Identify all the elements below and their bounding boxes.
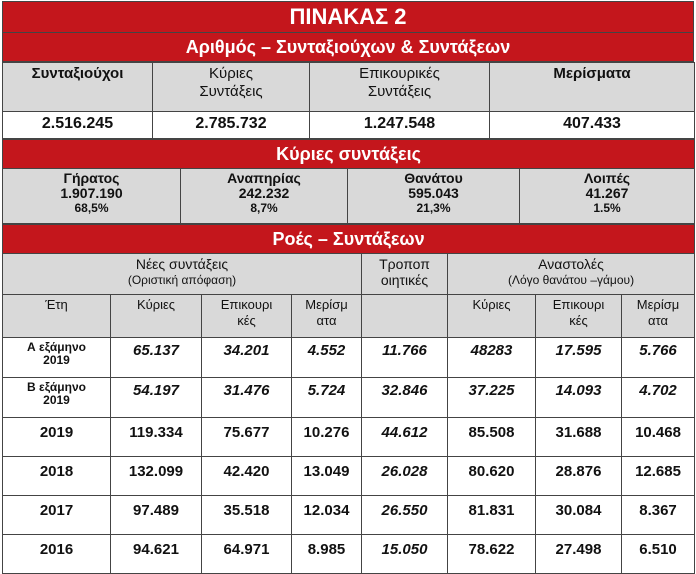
col-mod-empty — [362, 295, 448, 338]
row-label-line: 2019 — [43, 393, 70, 407]
category-value: 595.043 — [408, 185, 459, 201]
category-disability — [181, 169, 348, 224]
row-value: 78.622 — [448, 535, 536, 574]
row-value: 8.367 — [622, 496, 695, 535]
row-value: 54.197 — [111, 378, 202, 418]
category-label: Αναπηρίας — [227, 170, 301, 186]
header-aux-line2: Συντάξεις — [367, 83, 432, 100]
main-title: ΠΙΝΑΚΑΣ 2 — [3, 2, 694, 33]
col-div — [292, 295, 362, 338]
row-label-line: Β εξάμηνο — [27, 380, 86, 394]
row-value: 81.831 — [448, 496, 536, 535]
row-value: 11.766 — [362, 338, 448, 378]
new-pensions-title: Νέες συντάξεις — [135, 256, 229, 272]
col-div-line1: Μερίσμ — [305, 297, 348, 312]
category-label: Θανάτου — [404, 170, 463, 186]
category-label: Λοιπές — [583, 170, 631, 186]
row-value: 14.093 — [536, 378, 622, 418]
col-div2 — [622, 295, 695, 338]
row-value: 132.099 — [111, 457, 202, 496]
row-value: 5.766 — [622, 338, 695, 378]
row-value: 34.201 — [202, 338, 292, 378]
table-row — [3, 418, 695, 457]
header-dividends-text: Μερίσματα — [553, 65, 631, 82]
table-row — [3, 457, 695, 496]
col-div2-line2: ατα — [648, 313, 668, 328]
table-row — [3, 535, 695, 574]
row-label: 2018 — [3, 457, 111, 496]
category-pct: 1.5% — [593, 201, 621, 215]
table-row — [3, 378, 695, 418]
row-value: 119.334 — [111, 418, 202, 457]
section1-title: Αριθμός – Συνταξιούχων & Συντάξεων — [3, 33, 694, 62]
suspensions-sub: (Λόγο θανάτου –γάμου) — [507, 273, 635, 287]
row-value: 4.702 — [622, 378, 695, 418]
section3-title: Ροές – Συντάξεων — [3, 225, 695, 254]
value-aux-pensions: 1.247.548 — [310, 112, 490, 139]
header-pensioners — [3, 63, 153, 112]
col-main2: Κύριες — [448, 295, 536, 338]
row-value: 37.225 — [448, 378, 536, 418]
row-value: 65.137 — [111, 338, 202, 378]
row-value: 32.846 — [362, 378, 448, 418]
category-pct: 8,7% — [250, 201, 278, 215]
header-aux-pensions — [310, 63, 490, 112]
section1-table — [2, 62, 695, 139]
new-pensions-sub: (Οριστική απόφαση) — [127, 273, 237, 287]
row-label: 2017 — [3, 496, 111, 535]
col-aux-line2: κές — [237, 313, 256, 328]
row-value: 35.518 — [202, 496, 292, 535]
value-main-pensions: 2.785.732 — [153, 112, 310, 139]
col-main: Κύριες — [111, 295, 202, 338]
row-label: 2019 — [3, 418, 111, 457]
row-value: 26.028 — [362, 457, 448, 496]
col-aux2-line1: Επικουρι — [552, 297, 605, 312]
header-pensioners-text: Συνταξιούχοι — [31, 65, 124, 82]
category-pct: 68,5% — [74, 201, 109, 215]
row-value: 26.550 — [362, 496, 448, 535]
pension-table-page — [2, 1, 694, 574]
row-label: 2016 — [3, 535, 111, 574]
col-aux-line1: Επικουρι — [220, 297, 273, 312]
modifications-line1: Τροποπ — [379, 256, 430, 272]
row-value: 85.508 — [448, 418, 536, 457]
header-main-line1: Κύριες — [209, 65, 253, 82]
table-row — [3, 496, 695, 535]
row-value: 17.595 — [536, 338, 622, 378]
category-value: 242.232 — [238, 185, 290, 201]
row-value: 75.677 — [202, 418, 292, 457]
row-value: 94.621 — [111, 535, 202, 574]
row-value: 97.489 — [111, 496, 202, 535]
row-value: 44.612 — [362, 418, 448, 457]
row-label — [3, 378, 111, 418]
row-value: 28.876 — [536, 457, 622, 496]
flow-rows — [3, 338, 695, 574]
col-div-line2: ατα — [316, 313, 337, 328]
modifications-header — [362, 254, 448, 295]
header-main-pensions — [153, 63, 310, 112]
row-value: 31.476 — [202, 378, 292, 418]
row-value: 10.276 — [292, 418, 362, 457]
row-value: 27.498 — [536, 535, 622, 574]
modifications-line2: οιητικές — [380, 272, 429, 288]
table-row — [3, 338, 695, 378]
section2-table — [2, 139, 695, 224]
header-main-line2: Συντάξεις — [199, 83, 263, 100]
category-death — [348, 169, 520, 224]
category-label: Γήρατος — [63, 170, 120, 186]
row-label-line: 2019 — [43, 353, 70, 367]
col-aux2-line2: κές — [569, 313, 588, 328]
col-aux — [202, 295, 292, 338]
row-value: 80.620 — [448, 457, 536, 496]
row-value: 64.971 — [202, 535, 292, 574]
row-label-line: Α εξάμηνο — [27, 340, 86, 354]
row-value: 12.685 — [622, 457, 695, 496]
row-value: 6.510 — [622, 535, 695, 574]
value-dividends: 407.433 — [490, 112, 695, 139]
row-value: 31.688 — [536, 418, 622, 457]
row-value: 42.420 — [202, 457, 292, 496]
suspensions-title: Αναστολές — [538, 256, 604, 272]
row-value: 12.034 — [292, 496, 362, 535]
row-label — [3, 338, 111, 378]
category-old-age — [3, 169, 181, 224]
suspensions-header — [448, 254, 695, 295]
col-div2-line1: Μερίσμ — [636, 297, 680, 312]
row-value: 4.552 — [292, 338, 362, 378]
category-value: 1.907.190 — [60, 185, 123, 201]
row-value: 30.084 — [536, 496, 622, 535]
section3-table — [2, 224, 695, 574]
section2-title: Κύριες συντάξεις — [3, 140, 695, 169]
row-value: 10.468 — [622, 418, 695, 457]
row-value: 48283 — [448, 338, 536, 378]
row-value: 5.724 — [292, 378, 362, 418]
value-pensioners: 2.516.245 — [3, 112, 153, 139]
row-value: 15.050 — [362, 535, 448, 574]
category-pct: 21,3% — [416, 201, 451, 215]
row-value: 8.985 — [292, 535, 362, 574]
new-pensions-header — [3, 254, 362, 295]
col-years: Έτη — [3, 295, 111, 338]
category-value: 41.267 — [585, 185, 629, 201]
category-other — [520, 169, 695, 224]
title-table — [2, 1, 694, 62]
header-dividends — [490, 63, 695, 112]
header-aux-line1: Επικουρικές — [359, 65, 440, 82]
col-aux2 — [536, 295, 622, 338]
row-value: 13.049 — [292, 457, 362, 496]
